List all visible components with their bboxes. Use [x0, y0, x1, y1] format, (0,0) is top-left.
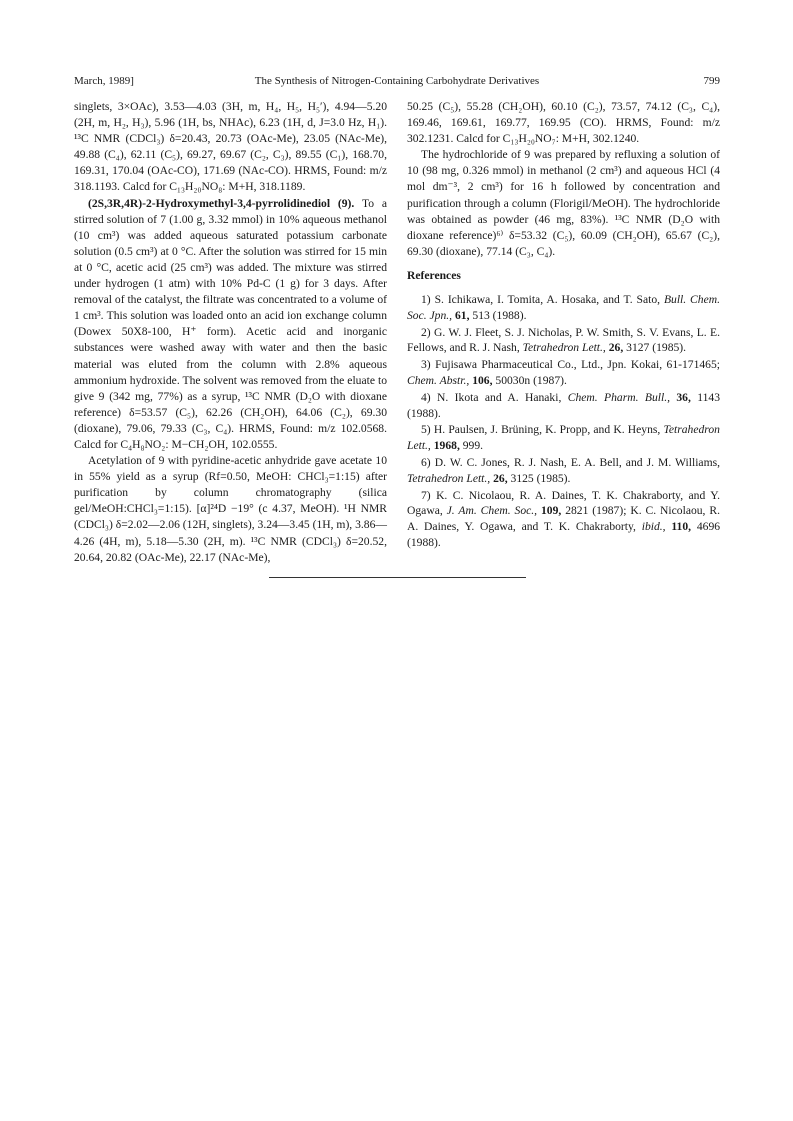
- left-column: [74, 99, 387, 566]
- paragraph-acetylation: Acetylation of 9 with pyridine-acetic anhydride gave acetate 10 in 55% yield as a syrup (Rf=0.50, MeOH: CHCl₃=1:15) after purification by column chromatography (silica gel/MeOH:CHCl₃=1:15). [α]²⁴D −19° (c 4.37, MeOH). ¹H NMR (CDCl₃) δ=2.02—2.06 (12H, singlets), 3.24—3.45 (1H, m), 3.86—4.26 (4H, m), 5.18—5.30 (2H, m). ¹³C NMR (CDCl₃) δ=20.52, 20.64, 20.82 (OAc-Me), 22.17 (NAc-Me),: [74, 454, 387, 564]
- paragraph-spectral-data: singlets, 3×OAc), 3.53—4.03 (3H, m, H₄, H₅, H₅′), 4.94—5.20 (2H, m, H₂, H₃), 5.96 (1H, bs, NHAc), 6.23 (1H, d, J=3.0 Hz, H₁). ¹³C NMR (CDCl₃) δ=20.43, 20.73 (OAc-Me), 23.05 (NAc-Me), 49.88 (C₄), 62.11 (C₅), 69.27, 69.67 (C₂, C₃), 89.55 (C₁), 168.70, 169.31, 170.04 (OAc-CO), 171.69 (NAc-CO). HRMS, Found: m/z 318.1193. Calcd for C₁₃H₂₀NO₈: M+H, 318.1189.: [74, 100, 387, 194]
- references-heading: References: [407, 268, 461, 282]
- end-rule: [269, 577, 526, 578]
- running-header: [74, 74, 720, 90]
- paragraph-synthesis-9: [74, 196, 387, 454]
- reference-item: 7) K. C. Nicolaou, R. A. Daines, T. K. Chakraborty, and Y. Ogawa, J. Am. Chem. Soc., 109, 2821 (1987); K. C. Nicolaou, R. A. Daines, Y. Ogawa, and T. K. Chakraborty, ibid., 110, 4696 (1988).: [407, 488, 721, 549]
- reference-item: 2) G. W. J. Fleet, S. J. Nicholas, P. W. Smith, S. V. Evans, L. E. Fellows, and R. J. Nash, Tetrahedron Lett., 26, 3127 (1985).: [407, 325, 720, 355]
- running-title: The Synthesis of Nitrogen-Containing Carbohydrate Derivatives: [254, 75, 540, 87]
- reference-list: [407, 292, 720, 551]
- right-column: [407, 99, 720, 552]
- reference-item: 6) D. W. C. Jones, R. J. Nash, E. A. Bell, and J. M. Williams, Tetrahedron Lett., 26, 3125 (1985).: [407, 456, 720, 485]
- paragraph-spectral-continued: 50.25 (C₅), 55.28 (CH₂OH), 60.10 (C₂), 73.57, 74.12 (C₃, C₄), 169.46, 169.61, 169.77, 169.95 (CO). HRMS, Found: m/z 302.1231. Calcd for C₁₃H₂₀NO₇: M+H, 302.1240.: [407, 100, 720, 146]
- paragraph-body: To a stirred solution of 7 (1.00 g, 3.32 mmol) in 10% aqueous methanol (10 cm³) was added aqueous saturated potassium carbonate solution (0.5 cm³) at 0 °C. After the solution was stirred for 15 min at 0 °C, acetic acid (25 cm³) was added. The mixture was stirred under hydrogen (1 atm) with 10% Pd-C (1 g) for 3 days. After removal of the catalyst, the filtrate was concentrated to a volume of 1 cm³. This solution was loaded onto an acid ion exchange column (Dowex 50X8-100, H⁺ form). Acetic acid and inorganic substances were washed away with water and then the basic material was eluted from the column with 2.8% aqueous ammonium hydroxide. The solvent was removed from the eluate to give 9 (342 mg, 77%) as a syrup, ¹³C NMR (D₂O with dioxane reference) δ=53.57 (C₅), 62.26 (CH₂OH), 64.06 (C₂), 69.30 (dioxane), 79.06, 79.33 (C₃, C₄). HRMS, Found: m/z 102.0568. Calcd for C₄H₈NO₂: M−CH₂OH, 102.0555.: [74, 196, 387, 451]
- compound-heading: (2S,3R,4R)-2-Hydroxymethyl-3,4-pyrrolidinediol (9).: [88, 196, 355, 210]
- reference-item: 3) Fujisawa Pharmaceutical Co., Ltd., Jpn. Kokai, 61-171465; Chem. Abstr., 106, 50030n (1987).: [407, 358, 720, 388]
- paragraph-hydrochloride: The hydrochloride of 9 was prepared by refluxing a solution of 10 (98 mg, 0.326 mmol) in methanol (2 cm³) and aqueous HCl (4 mol dm⁻³, 2 cm³) for 16 h followed by concentration and purification through a column (Florigil/MeOH). The hydrochloride was obtained as powder (46 mg, 83%). ¹³C NMR (D₂O with dioxane reference)⁶⁾ δ=53.32 (C₅), 60.09 (CH₂OH), 65.67 (C₂), 69.30 (dioxane), 77.14 (C₃, C₄).: [407, 148, 720, 258]
- reference-item: 1) S. Ichikawa, I. Tomita, A. Hosaka, and T. Sato, Bull. Chem. Soc. Jpn., 61, 513 (1988).: [407, 293, 720, 322]
- issue-date: March, 1989]: [74, 75, 134, 87]
- reference-item: 5) H. Paulsen, J. Brüning, K. Propp, and K. Heyns, Tetrahedron Lett., 1968, 999.: [407, 423, 720, 453]
- page-number: 799: [703, 75, 720, 87]
- reference-item: 4) N. Ikota and A. Hanaki, Chem. Pharm. Bull., 36, 1143 (1988).: [407, 390, 721, 420]
